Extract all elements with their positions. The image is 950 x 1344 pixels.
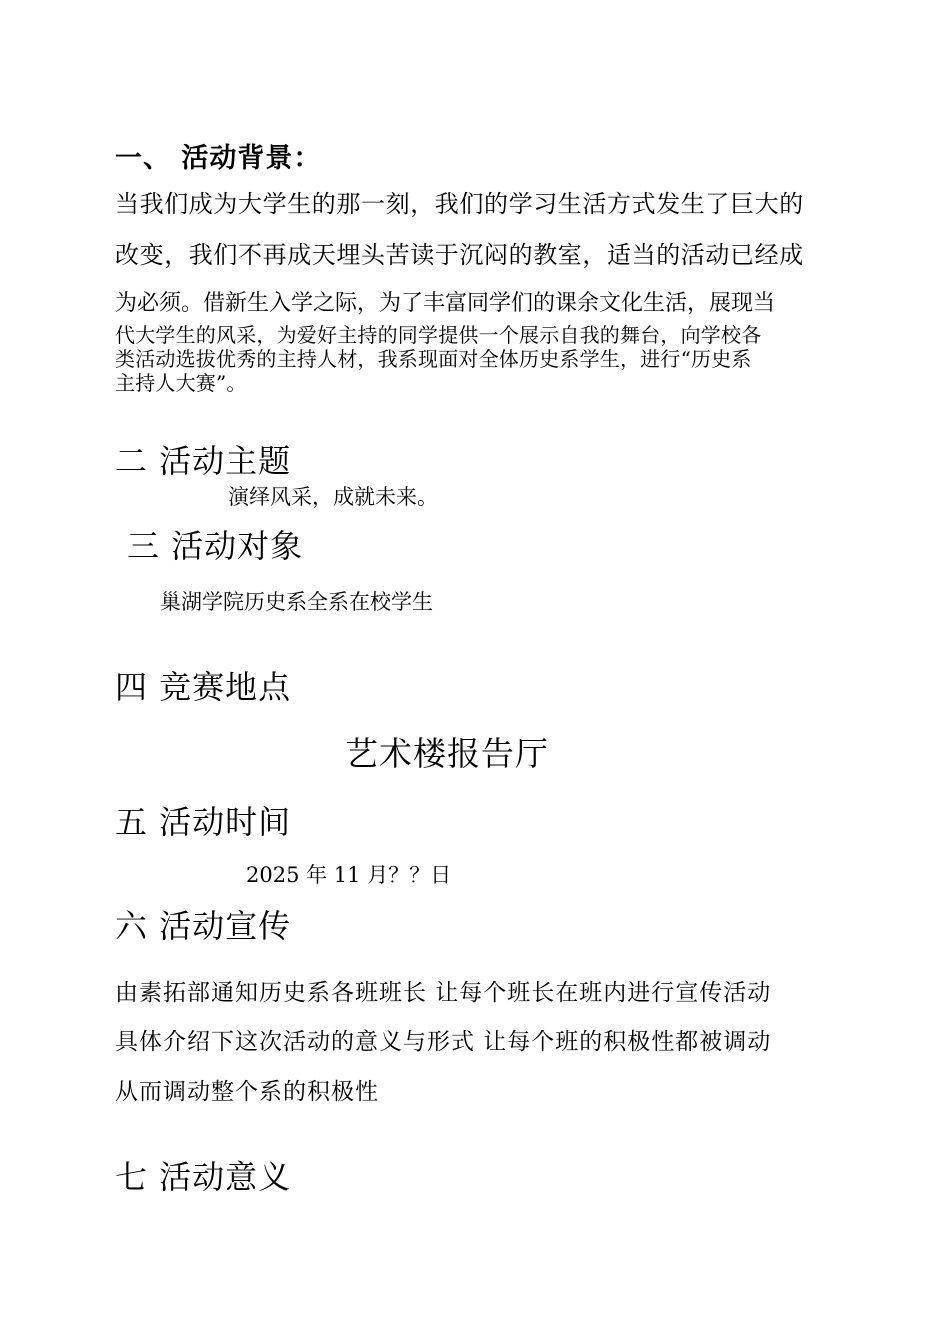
section-venue-heading: 四 竞赛地点	[115, 668, 292, 706]
theme-text: 演绎风采，成就未来。	[228, 485, 438, 509]
promotion-paragraph-line: 由素拓部通知历史系各班班长 让每个班长在班内进行宣传活动	[115, 980, 772, 1006]
time-text: 2025 年 11 月？？日	[246, 863, 452, 887]
background-paragraph-line: 为必须。借新生入学之际，为了丰富同学们的课余文化生活，展现当	[115, 291, 776, 316]
venue-text: 艺术楼报告厅	[345, 734, 549, 773]
promotion-paragraph-line: 具体介绍下这次活动的意义与形式 让每个班的积极性都被调动	[115, 1029, 772, 1055]
background-paragraph-line: 改变，我们不再成天埋头苦读于沉闷的教室，适当的活动已经成	[115, 241, 804, 269]
promotion-paragraph-line: 从而调动整个系的积极性	[115, 1079, 379, 1105]
section-theme-heading: 二 活动主题	[115, 442, 292, 480]
section-audience-heading: 三 活动对象	[127, 527, 304, 565]
background-paragraph-line: 主持人大赛”。	[115, 371, 247, 395]
background-paragraph-line: 当我们成为大学生的那一刻，我们的学习生活方式发生了巨大的	[115, 190, 804, 218]
background-paragraph-line: 代大学生的风采，为爱好主持的同学提供一个展示自我的舞台，向学校各	[115, 323, 762, 347]
background-paragraph-line: 类活动选拔优秀的主持人材，我系现面对全体历史系学生，进行“历史系	[115, 347, 752, 371]
audience-text: 巢湖学院历史系全系在校学生	[160, 590, 433, 614]
section-background-heading: 一、 活动背景：	[115, 143, 322, 174]
section-time-heading: 五 活动时间	[115, 803, 292, 841]
section-promotion-heading: 六 活动宣传	[115, 907, 292, 945]
section-significance-heading: 七 活动意义	[115, 1158, 292, 1196]
